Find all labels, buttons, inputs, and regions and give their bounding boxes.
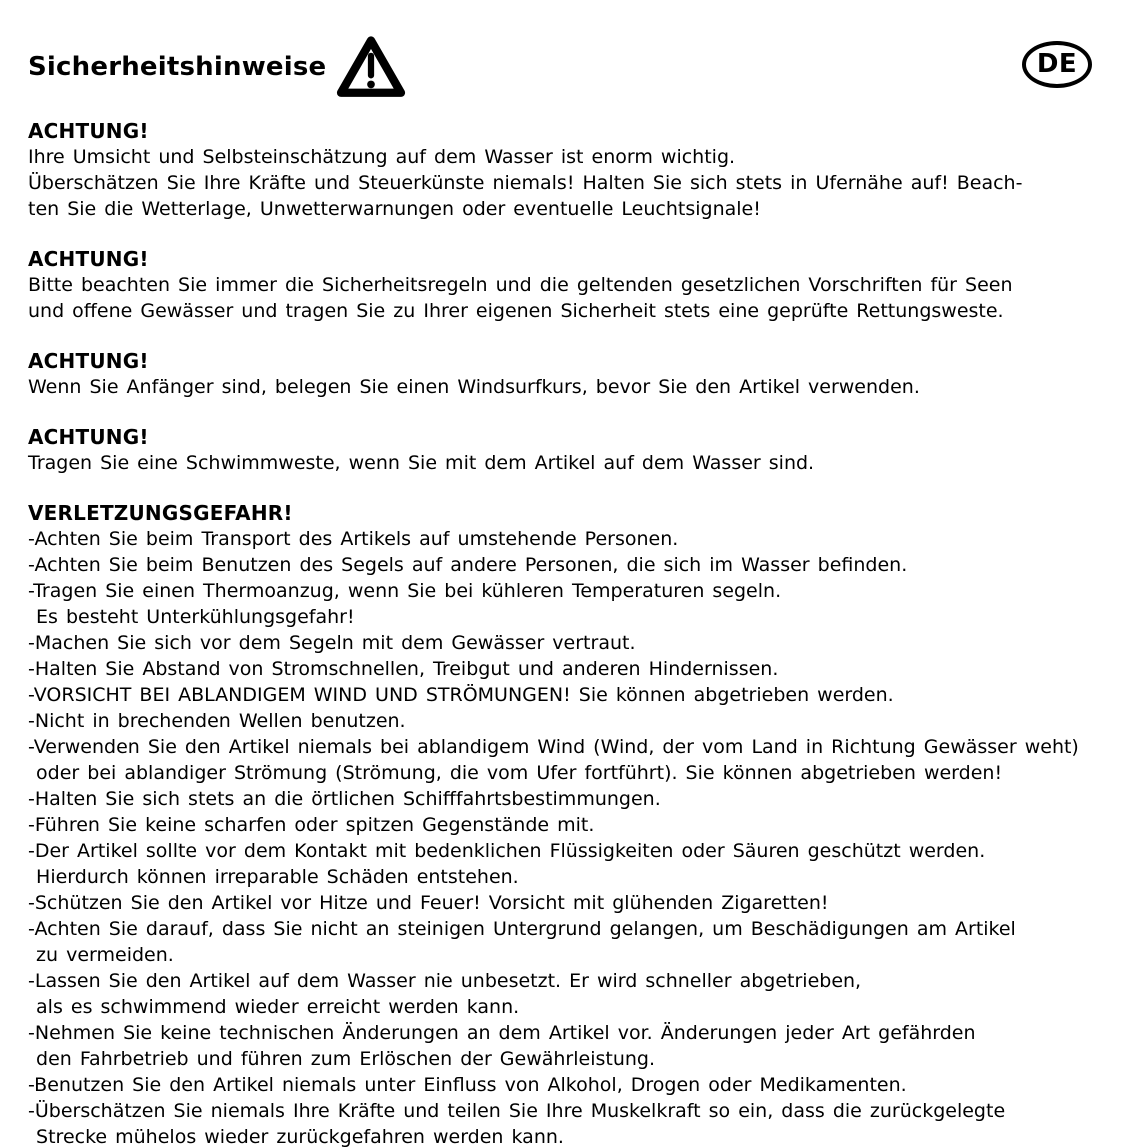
text-line: -Überschätzen Sie niemals Ihre Kräfte und teilen Sie Ihre Muskelkraft so ein, dass die zurückgelegte	[28, 1100, 1006, 1122]
text-line: -Machen Sie sich vor dem Segeln mit dem Gewässer vertraut.	[28, 632, 636, 654]
text-line: -Benutzen Sie den Artikel niemals unter Einfluss von Alkohol, Drogen oder Medikamenten.	[28, 1074, 907, 1096]
text-line: ten Sie die Wetterlage, Unwetterwarnungen oder eventuelle Leuchtsignale!	[28, 198, 761, 220]
text-line: den Fahrbetrieb und führen zum Erlöschen der Gewährleistung.	[28, 1048, 656, 1070]
page-title: Sicherheitshinweise	[28, 52, 327, 82]
text-line: -Schützen Sie den Artikel vor Hitze und Feuer! Vorsicht mit glühenden Zigaretten!	[28, 892, 829, 914]
text-line: Überschätzen Sie Ihre Kräfte und Steuerkünste niemals! Halten Sie sich stets in Ufernähe auf! Beach-	[28, 172, 1023, 194]
text-line: -Halten Sie sich stets an die örtlichen Schifffahrtsbestimmungen.	[28, 788, 661, 810]
text-line: -Lassen Sie den Artikel auf dem Wasser nie unbesetzt. Er wird schneller abgetrieben,	[28, 970, 862, 992]
text-line: -Führen Sie keine scharfen oder spitzen Gegenstände mit.	[28, 814, 595, 836]
text-line: -Tragen Sie einen Thermoanzug, wenn Sie bei kühleren Temperaturen segeln.	[28, 580, 782, 602]
text-line: Hierdurch können irreparable Schäden entstehen.	[28, 866, 519, 888]
text-line: -Achten Sie beim Benutzen des Segels auf andere Personen, die sich im Wasser befinden.	[28, 554, 908, 576]
section	[28, 424, 1114, 476]
text-line: Bitte beachten Sie immer die Sicherheitsregeln und die geltenden gesetzlichen Vorschriften für Seen	[28, 274, 1013, 296]
text-line: -Nehmen Sie keine technischen Änderungen an dem Artikel vor. Änderungen jeder Art gefährden	[28, 1022, 976, 1044]
text-line: Wenn Sie Anfänger sind, belegen Sie einen Windsurfkurs, bevor Sie den Artikel verwenden.	[28, 376, 920, 398]
section-heading: ACHTUNG!	[28, 425, 149, 449]
text-line: -Nicht in brechenden Wellen benutzen.	[28, 710, 406, 732]
section-heading: ACHTUNG!	[28, 119, 149, 143]
text-line: Es besteht Unterkühlungsgefahr!	[28, 606, 355, 628]
text-line: Strecke mühelos wieder zurückgefahren werden kann.	[28, 1126, 564, 1147]
sections	[28, 118, 1114, 1147]
section	[28, 118, 1114, 222]
section	[28, 500, 1114, 1147]
text-line: -Achten Sie beim Transport des Artikels auf umstehende Personen.	[28, 528, 679, 550]
text-line: Tragen Sie eine Schwimmweste, wenn Sie mit dem Artikel auf dem Wasser sind.	[28, 452, 815, 474]
page-header	[28, 34, 1114, 100]
text-line: -Achten Sie darauf, dass Sie nicht an steinigen Untergrund gelangen, um Beschädigungen am Artikel	[28, 918, 1016, 940]
text-line: -Der Artikel sollte vor dem Kontakt mit bedenklichen Flüssigkeiten oder Säuren geschützt werden.	[28, 840, 986, 862]
warning-triangle-icon	[336, 35, 406, 99]
section	[28, 246, 1114, 324]
language-badge: DE	[1022, 41, 1092, 88]
section-heading: VERLETZUNGSGEFAHR!	[28, 501, 293, 525]
text-line: als es schwimmend wieder erreicht werden kann.	[28, 996, 520, 1018]
text-line: zu vermeiden.	[28, 944, 174, 966]
section	[28, 348, 1114, 400]
section-heading: ACHTUNG!	[28, 247, 149, 271]
text-line: -Verwenden Sie den Artikel niemals bei ablandigem Wind (Wind, der vom Land in Richtung Gewässer weht)	[28, 736, 1079, 758]
text-line: und offene Gewässer und tragen Sie zu Ihrer eigenen Sicherheit stets eine geprüfte Rettungsweste.	[28, 300, 1004, 322]
text-line: Ihre Umsicht und Selbsteinschätzung auf dem Wasser ist enorm wichtig.	[28, 146, 736, 168]
text-line: -VORSICHT BEI ABLANDIGEM WIND UND STRÖMUNGEN! Sie können abgetrieben werden.	[28, 684, 894, 706]
text-line: -Halten Sie Abstand von Stromschnellen, Treibgut und anderen Hindernissen.	[28, 658, 779, 680]
text-line: oder bei ablandiger Strömung (Strömung, die vom Ufer fortführt). Sie können abgetrieben werden!	[28, 762, 1003, 784]
section-heading: ACHTUNG!	[28, 349, 149, 373]
